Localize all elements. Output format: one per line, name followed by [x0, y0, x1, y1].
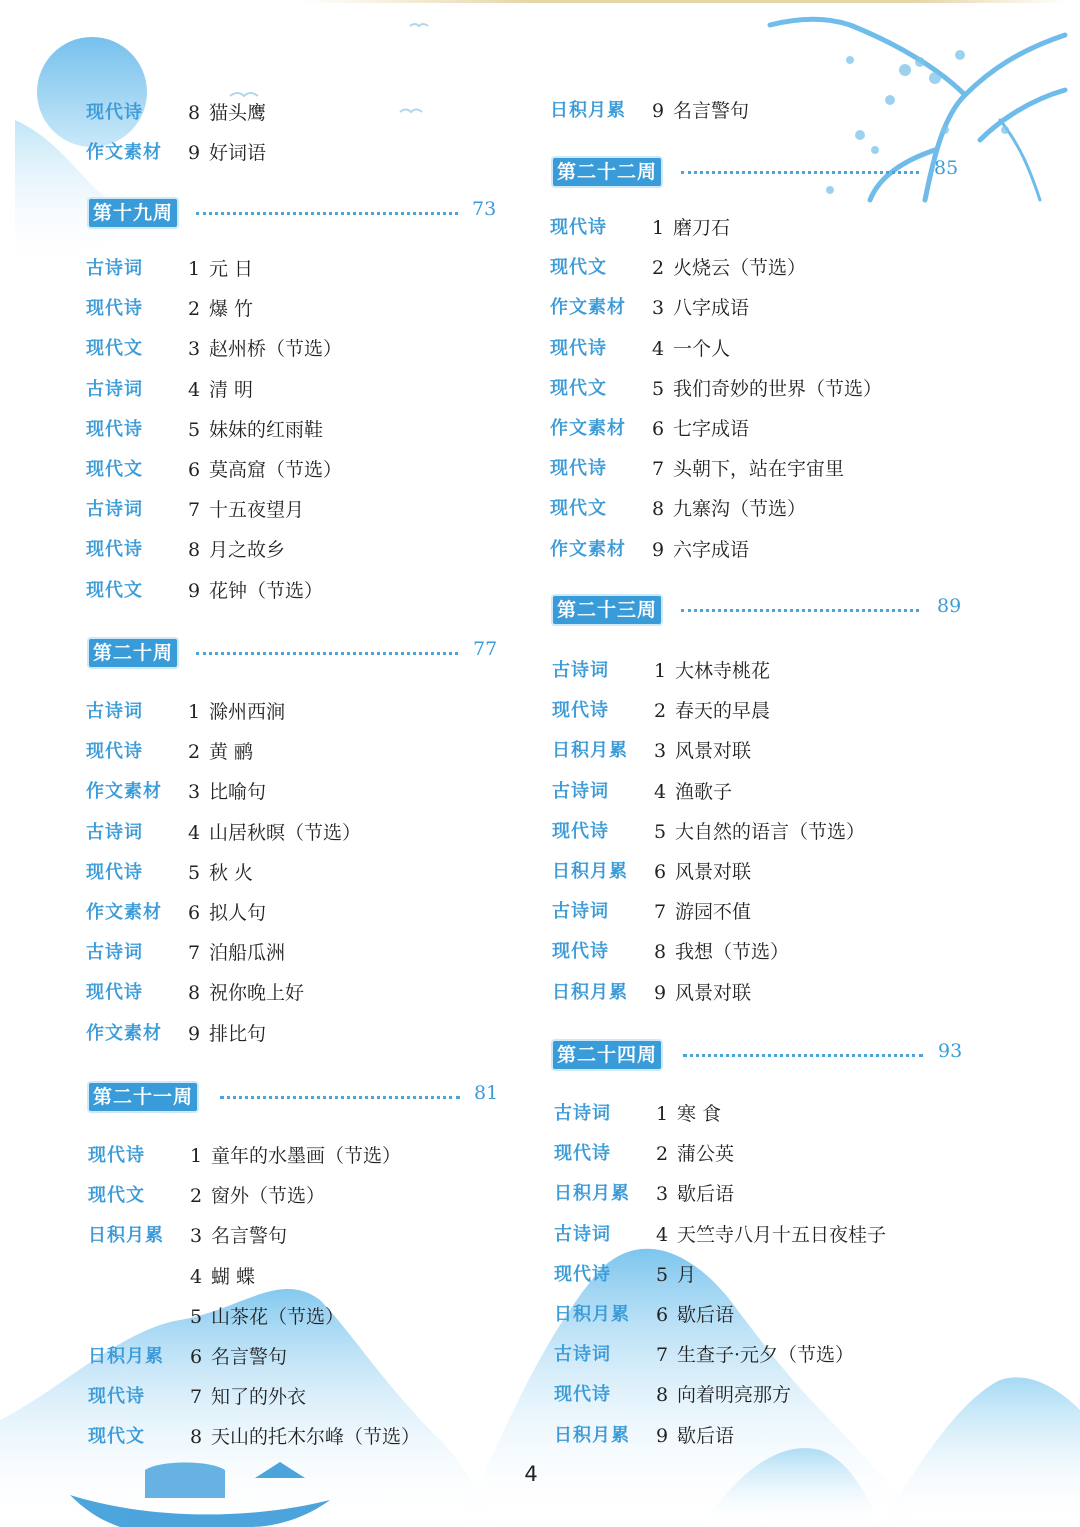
week-page-number: 77 [473, 638, 498, 660]
row-title: 寒 食 [677, 1103, 722, 1125]
toc-row[interactable] [84, 530, 504, 570]
row-number: 9 [652, 538, 665, 561]
row-title: 祝你晚上好 [209, 982, 305, 1005]
row-number: 5 [652, 377, 665, 400]
row-number: 1 [190, 1145, 203, 1167]
week-header[interactable] [548, 156, 968, 192]
row-category: 现代诗 [550, 458, 607, 480]
row-number: 9 [656, 1424, 669, 1447]
toc-row[interactable] [548, 91, 968, 131]
toc-row[interactable] [550, 772, 970, 812]
row-number: 9 [188, 579, 201, 602]
row-title: 名言警句 [211, 1345, 288, 1368]
toc-row[interactable] [552, 1375, 972, 1415]
toc-row[interactable] [86, 1176, 506, 1216]
row-title: 童年的水墨画（节选） [211, 1145, 402, 1167]
row-category: 现代诗 [552, 820, 609, 842]
row-title: 九寨沟（节选） [673, 498, 807, 521]
toc-row[interactable] [86, 1417, 506, 1457]
toc-row[interactable] [550, 731, 970, 771]
leader-dots [683, 1054, 923, 1057]
row-number: 8 [656, 1384, 669, 1407]
row-number: 2 [654, 700, 667, 723]
row-number: 7 [188, 499, 201, 522]
row-number: 1 [188, 701, 201, 723]
toc-row[interactable] [550, 973, 970, 1013]
week-badge: 第二十四周 [553, 1041, 661, 1069]
row-title: 我想（节选） [675, 941, 790, 964]
row-number: 8 [188, 539, 201, 562]
week-rows [550, 651, 970, 1013]
row-category: 古诗词 [86, 821, 143, 843]
row-number: 3 [188, 338, 201, 361]
toc-row[interactable] [84, 692, 504, 732]
leader-dots [220, 1096, 460, 1099]
row-category: 作文素材 [86, 781, 162, 803]
row-number: 2 [656, 1143, 669, 1166]
row-title: 游园不值 [675, 901, 752, 924]
row-number: 5 [188, 418, 201, 441]
row-category: 古诗词 [554, 1344, 611, 1366]
row-category: 现代诗 [86, 861, 143, 883]
week-badge: 第十九周 [89, 199, 177, 227]
row-category: 古诗词 [552, 660, 609, 681]
row-title: 向着明亮那方 [677, 1384, 792, 1407]
row-number: 4 [190, 1265, 203, 1288]
toc-row[interactable] [552, 1295, 972, 1335]
row-category: 作文素材 [550, 538, 626, 560]
row-category: 日积月累 [550, 100, 626, 121]
row-title: 火烧云（节选） [673, 257, 807, 280]
row-title: 风景对联 [675, 860, 752, 883]
row-title: 山茶花（节选） [211, 1305, 345, 1328]
row-title: 大自然的语言（节选） [675, 820, 866, 843]
row-category: 古诗词 [554, 1223, 611, 1245]
row-category: 现代文 [550, 377, 607, 399]
row-number: 8 [188, 102, 201, 124]
toc-row[interactable] [548, 288, 968, 328]
row-title: 比喻句 [209, 781, 267, 804]
row-title: 拟人句 [209, 901, 267, 924]
row-category: 现代诗 [552, 941, 609, 963]
week-section [548, 594, 968, 630]
row-category: 现代诗 [88, 1145, 145, 1166]
toc-row[interactable] [84, 772, 504, 812]
week-badge: 第二十三周 [553, 596, 661, 624]
row-number: 3 [654, 740, 667, 763]
row-category: 作文素材 [86, 901, 162, 923]
row-number: 7 [190, 1386, 203, 1409]
row-number: 2 [652, 257, 665, 280]
row-category: 现代文 [86, 458, 143, 480]
week-rows [84, 692, 504, 1054]
row-title: 歇后语 [677, 1424, 735, 1447]
row-number: 1 [652, 217, 665, 239]
row-number: 7 [654, 901, 667, 924]
week-rows [552, 1094, 972, 1456]
toc-row[interactable] [552, 1174, 972, 1214]
row-category: 日积月累 [554, 1303, 630, 1325]
toc-row[interactable] [84, 893, 504, 933]
row-title: 生查子·元夕（节选） [677, 1344, 855, 1367]
week-section [548, 156, 968, 192]
row-category: 作文素材 [86, 1022, 162, 1044]
row-number: 4 [188, 821, 201, 844]
row-category: 现代诗 [88, 1386, 145, 1408]
toc-row[interactable] [550, 852, 970, 892]
row-number: 6 [656, 1303, 669, 1326]
row-number: 9 [188, 142, 201, 165]
week-rows [548, 208, 968, 570]
row-category: 古诗词 [554, 1103, 611, 1124]
row-category: 现代诗 [86, 298, 143, 320]
row-category: 作文素材 [550, 297, 626, 319]
row-title: 元 日 [209, 258, 254, 280]
row-category: 古诗词 [86, 258, 143, 279]
toc-row[interactable] [84, 410, 504, 450]
toc-row[interactable] [548, 248, 968, 288]
toc-row[interactable] [84, 490, 504, 530]
row-number: 5 [190, 1305, 203, 1328]
toc-row[interactable] [86, 1337, 506, 1377]
toc-row[interactable] [84, 973, 504, 1013]
toc-row[interactable] [548, 329, 968, 369]
toc-row[interactable] [84, 1014, 504, 1054]
row-title: 名言警句 [673, 100, 750, 122]
row-category: 现代诗 [550, 217, 607, 238]
toc-row[interactable] [552, 1134, 972, 1174]
row-title: 六字成语 [673, 538, 750, 561]
row-title: 头朝下，站在宇宙里 [673, 458, 845, 481]
toc-row[interactable] [548, 409, 968, 449]
row-title: 渔歌子 [675, 780, 733, 803]
week-section [548, 1039, 968, 1075]
row-category: 现代文 [86, 579, 143, 601]
row-number: 5 [654, 820, 667, 843]
week-section [84, 637, 504, 673]
row-category: 古诗词 [86, 378, 143, 400]
toc-row[interactable] [86, 1136, 506, 1176]
row-category: 现代诗 [86, 418, 143, 440]
row-category: 日积月累 [552, 981, 628, 1003]
row-number: 1 [654, 660, 667, 682]
row-title: 名言警句 [211, 1225, 288, 1248]
toc-row[interactable] [548, 530, 968, 570]
row-category: 古诗词 [552, 901, 609, 923]
week-header[interactable] [548, 1039, 968, 1075]
row-title: 歇后语 [677, 1303, 735, 1326]
toc-row[interactable] [84, 370, 504, 410]
row-title: 赵州桥（节选） [209, 338, 343, 361]
toc-row[interactable] [552, 1255, 972, 1295]
leader-dots [196, 212, 458, 215]
row-number: 6 [188, 458, 201, 481]
toc-row[interactable] [84, 853, 504, 893]
toc-row[interactable] [84, 571, 504, 611]
row-category: 现代诗 [86, 102, 143, 123]
row-title: 我们奇妙的世界（节选） [673, 377, 883, 400]
row-category: 古诗词 [86, 942, 143, 964]
toc-row[interactable] [84, 133, 504, 173]
row-title: 大林寺桃花 [675, 660, 771, 682]
toc-row[interactable] [552, 1215, 972, 1255]
row-title: 猫头鹰 [209, 102, 267, 124]
row-number: 8 [188, 982, 201, 1005]
row-number: 4 [188, 378, 201, 401]
week-header[interactable] [84, 197, 504, 233]
row-number: 3 [656, 1183, 669, 1206]
row-title: 春天的早晨 [675, 700, 771, 723]
toc-row[interactable] [548, 208, 968, 248]
toc-row[interactable] [84, 93, 504, 133]
row-title: 天山的托木尔峰（节选） [211, 1426, 421, 1449]
row-number: 7 [188, 942, 201, 965]
leader-dots [681, 609, 919, 612]
week-badge: 第二十周 [89, 639, 177, 667]
row-category: 现代诗 [552, 700, 609, 722]
row-category: 日积月累 [88, 1225, 164, 1247]
row-number: 4 [656, 1223, 669, 1246]
row-title: 十五夜望月 [209, 499, 305, 522]
row-number: 8 [190, 1426, 203, 1449]
row-title: 蝴 蝶 [211, 1265, 256, 1288]
row-category: 现代文 [86, 338, 143, 360]
row-title: 天竺寺八月十五日夜桂子 [677, 1223, 887, 1246]
toc-row[interactable] [552, 1335, 972, 1375]
row-title: 月 [677, 1263, 697, 1286]
week-section [84, 1081, 504, 1117]
toc-row[interactable] [84, 933, 504, 973]
toc-row[interactable] [550, 812, 970, 852]
toc-row[interactable] [86, 1257, 506, 1297]
row-category: 作文素材 [550, 417, 626, 439]
leader-dots [681, 171, 919, 174]
row-title: 窗外（节选） [211, 1185, 326, 1208]
row-number: 9 [188, 1022, 201, 1045]
week-page-number: 85 [934, 157, 959, 179]
week-header[interactable] [84, 1081, 504, 1117]
week-badge: 第二十二周 [553, 158, 661, 186]
row-category: 日积月累 [554, 1424, 630, 1446]
row-title: 磨刀石 [673, 217, 731, 239]
row-category: 现代文 [550, 257, 607, 279]
toc-row[interactable] [84, 450, 504, 490]
row-number: 6 [188, 901, 201, 924]
row-title: 爆 竹 [209, 298, 254, 321]
leader-dots [196, 652, 458, 655]
toc-row[interactable] [84, 813, 504, 853]
row-title: 七字成语 [673, 417, 750, 440]
row-title: 好词语 [209, 142, 267, 165]
row-category: 日积月累 [552, 740, 628, 762]
row-category: 现代诗 [86, 982, 143, 1004]
row-number: 6 [654, 860, 667, 883]
row-number: 2 [188, 298, 201, 321]
row-title: 一个人 [673, 337, 731, 360]
row-number: 4 [652, 337, 665, 360]
toc-row[interactable] [84, 329, 504, 369]
row-number: 5 [656, 1263, 669, 1286]
row-category: 现代诗 [550, 337, 607, 359]
week-rows [84, 249, 504, 611]
row-category: 现代文 [88, 1185, 145, 1207]
row-title: 蒲公英 [677, 1143, 735, 1166]
row-number: 2 [188, 741, 201, 764]
row-category: 作文素材 [86, 142, 162, 164]
week-page-number: 73 [472, 198, 497, 220]
row-title: 八字成语 [673, 297, 750, 320]
row-number: 7 [652, 458, 665, 481]
row-category: 古诗词 [86, 499, 143, 521]
row-number: 3 [188, 781, 201, 804]
toc-row[interactable] [548, 449, 968, 489]
right-lead-rows [548, 91, 968, 131]
row-title: 泊船瓜洲 [209, 942, 286, 965]
row-number: 1 [656, 1103, 669, 1125]
row-title: 排比句 [209, 1022, 267, 1045]
row-category: 现代诗 [86, 539, 143, 561]
row-number: 4 [654, 780, 667, 803]
toc-row[interactable] [86, 1377, 506, 1417]
top-decorative-rule [300, 0, 1070, 3]
row-number: 8 [654, 941, 667, 964]
row-number: 5 [188, 861, 201, 884]
row-category: 日积月累 [552, 860, 628, 882]
row-number: 9 [652, 100, 665, 122]
toc-row[interactable] [86, 1216, 506, 1256]
week-header[interactable] [84, 637, 504, 673]
row-number: 7 [656, 1344, 669, 1367]
row-title: 妹妹的红雨鞋 [209, 418, 324, 441]
row-category: 现代文 [88, 1426, 145, 1448]
row-number: 1 [188, 258, 201, 280]
row-title: 月之故乡 [209, 539, 286, 562]
row-category: 现代文 [550, 498, 607, 520]
toc-row[interactable] [84, 732, 504, 772]
toc-row[interactable] [86, 1297, 506, 1337]
row-number: 6 [190, 1345, 203, 1368]
row-title: 清 明 [209, 378, 254, 401]
row-number: 2 [190, 1185, 203, 1208]
row-title: 黄 鹂 [209, 741, 254, 764]
toc-row[interactable] [84, 249, 504, 289]
toc-row[interactable] [550, 651, 970, 691]
row-number: 3 [190, 1225, 203, 1248]
toc-row[interactable] [548, 489, 968, 529]
week-page-number: 89 [937, 595, 962, 617]
toc-row[interactable] [84, 289, 504, 329]
row-title: 风景对联 [675, 740, 752, 763]
page-number: 4 [524, 1462, 538, 1486]
row-title: 知了的外衣 [211, 1386, 307, 1409]
left-lead-rows [84, 93, 504, 173]
week-page-number: 93 [938, 1040, 963, 1062]
row-number: 8 [652, 498, 665, 521]
week-header[interactable] [548, 594, 968, 630]
row-category: 古诗词 [552, 780, 609, 802]
toc-row[interactable] [550, 691, 970, 731]
row-number: 6 [652, 417, 665, 440]
row-number: 9 [654, 981, 667, 1004]
toc-row[interactable] [550, 892, 970, 932]
row-category: 现代诗 [554, 1143, 611, 1165]
toc-row[interactable] [548, 369, 968, 409]
row-title: 风景对联 [675, 981, 752, 1004]
row-title: 秋 火 [209, 861, 254, 884]
week-badge: 第二十一周 [89, 1083, 197, 1111]
row-category: 日积月累 [554, 1183, 630, 1205]
week-section [84, 197, 504, 233]
toc-row[interactable] [552, 1416, 972, 1456]
row-title: 歇后语 [677, 1183, 735, 1206]
row-number: 3 [652, 297, 665, 320]
row-title: 花钟（节选） [209, 579, 324, 602]
toc-row[interactable] [552, 1094, 972, 1134]
week-rows [86, 1136, 506, 1458]
row-category: 现代诗 [86, 741, 143, 763]
toc-row[interactable] [550, 932, 970, 972]
row-category: 古诗词 [86, 701, 143, 722]
row-title: 莫高窟（节选） [209, 458, 343, 481]
row-category: 现代诗 [554, 1263, 611, 1285]
row-category: 现代诗 [554, 1384, 611, 1406]
row-title: 山居秋暝（节选） [209, 821, 362, 844]
row-title: 滁州西涧 [209, 701, 286, 723]
week-page-number: 81 [474, 1082, 499, 1104]
row-category: 日积月累 [88, 1345, 164, 1367]
